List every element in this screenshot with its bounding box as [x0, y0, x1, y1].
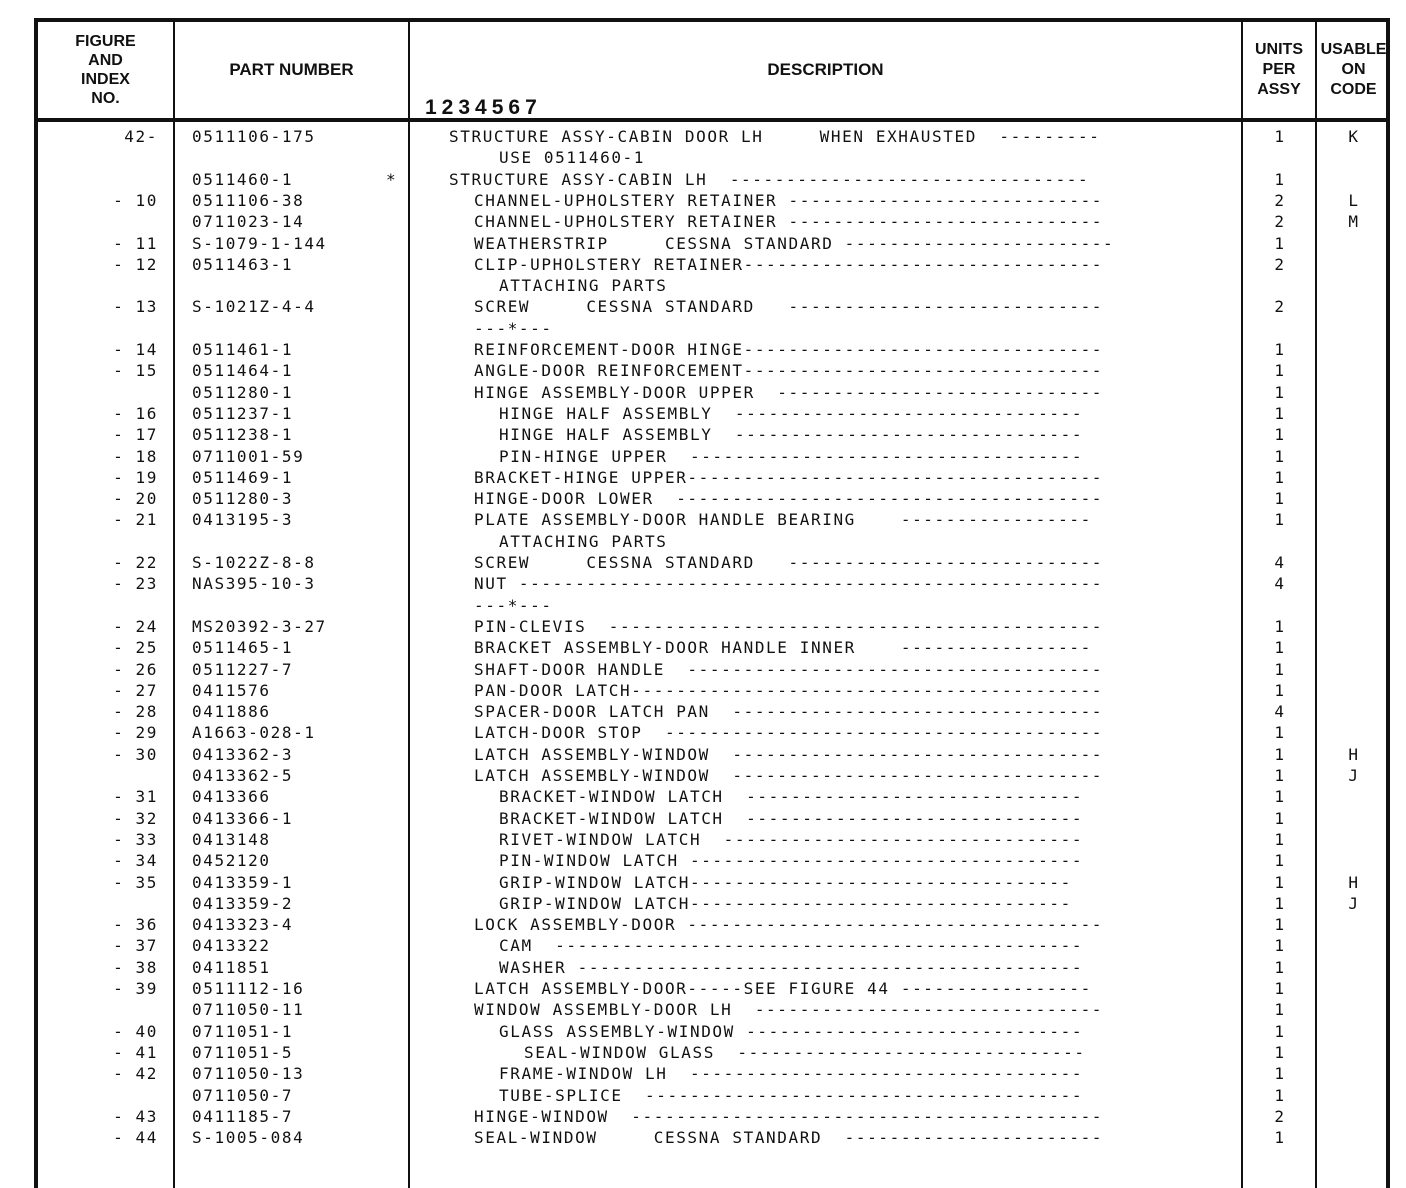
units-cell: 1	[1274, 169, 1286, 189]
description-cell: SEAL-WINDOW CESSNA STANDARD -----------------------	[474, 1128, 1104, 1148]
part-number-cell: 0711050-13	[192, 1064, 305, 1084]
units-cell: 1	[1274, 1000, 1286, 1020]
units-cell: 1	[1274, 425, 1286, 445]
units-cell: 1	[1274, 872, 1286, 892]
table-row	[38, 446, 1386, 467]
figure-index-cell: - 29	[113, 723, 158, 743]
part-number-cell: 0711051-1	[192, 1021, 294, 1041]
table-row	[38, 275, 1386, 296]
part-number-cell: 0511238-1	[192, 425, 294, 445]
part-number-cell: 0511237-1	[192, 403, 294, 423]
units-cell: 1	[1274, 1064, 1286, 1084]
units-cell: 1	[1274, 744, 1286, 764]
units-cell: 1	[1274, 829, 1286, 849]
part-number-cell: 0413195-3	[192, 510, 294, 530]
description-cell: WEATHERSTRIP CESSNA STANDARD ------------------------	[474, 233, 1115, 253]
units-cell: 1	[1274, 1085, 1286, 1105]
units-cell: 1	[1274, 957, 1286, 977]
part-number-cell: 0511280-1	[192, 382, 294, 402]
units-cell: 1	[1274, 680, 1286, 700]
units-cell: 1	[1274, 127, 1286, 146]
part-number-cell: 0511464-1	[192, 361, 294, 381]
part-number-cell: 0711051-5	[192, 1042, 294, 1062]
units-cell: 1	[1274, 936, 1286, 956]
asterisk-marker: *	[386, 169, 398, 189]
header-units-line: UNITS	[1255, 41, 1303, 58]
table-row	[38, 147, 1386, 168]
table-row	[38, 659, 1386, 680]
header-usable-line: ON	[1341, 61, 1366, 78]
header-indent-numbers: 1234567	[425, 96, 542, 119]
part-number-cell: S-1021Z-4-4	[192, 297, 316, 317]
description-cell: HINGE HALF ASSEMBLY -------------------------------	[499, 425, 1084, 445]
table-row	[38, 722, 1386, 743]
part-number-cell: 0711023-14	[192, 212, 305, 232]
description-cell: ANGLE-DOOR REINFORCEMENT--------------------------------	[474, 361, 1104, 381]
figure-index-cell: - 11	[113, 233, 158, 253]
description-cell: ATTACHING PARTS	[499, 531, 668, 551]
description-cell: CHANNEL-UPHOLSTERY RETAINER ----------------------------	[474, 212, 1104, 232]
table-row	[38, 680, 1386, 701]
table-row	[38, 190, 1386, 211]
header-figure-line: INDEX	[81, 71, 130, 88]
figure-index-cell: - 30	[113, 744, 158, 764]
part-number-cell: 0511280-3	[192, 489, 294, 509]
figure-index-cell: - 44	[113, 1128, 158, 1148]
table-row	[38, 765, 1386, 786]
part-number-cell: 0413366	[192, 787, 271, 807]
figure-index-cell: - 21	[113, 510, 158, 530]
header-units-line: PER	[1262, 61, 1296, 78]
usable-code-cell: J	[1348, 766, 1360, 785]
table-row	[38, 935, 1386, 956]
figure-index-cell: - 14	[113, 340, 158, 359]
table-row	[38, 382, 1386, 403]
description-cell: SEAL-WINDOW GLASS -------------------------------	[524, 1042, 1086, 1062]
figure-index-cell: - 28	[113, 702, 158, 722]
figure-index-cell: - 23	[113, 574, 158, 594]
part-number-cell: 0511463-1	[192, 254, 294, 274]
table-row	[38, 169, 1386, 190]
part-number-cell: 0711050-11	[192, 1000, 305, 1020]
description-cell: CHANNEL-UPHOLSTERY RETAINER ----------------------------	[474, 190, 1104, 210]
table-row	[38, 978, 1386, 999]
units-cell: 4	[1274, 574, 1286, 594]
header-usable-on-code	[1317, 22, 1390, 118]
description-cell: TUBE-SPLICE ---------------------------------------	[499, 1085, 1084, 1105]
table-row	[38, 424, 1386, 445]
part-number-cell: 0411185-7	[192, 1106, 294, 1126]
units-cell: 1	[1274, 1042, 1286, 1062]
description-cell: LATCH ASSEMBLY-WINDOW ---------------------------------	[474, 744, 1104, 764]
table-row	[38, 1063, 1386, 1084]
usable-code-cell: L	[1348, 190, 1360, 210]
part-number-cell: 0711001-59	[192, 446, 305, 466]
table-row	[38, 1085, 1386, 1106]
description-cell: WASHER ---------------------------------------------	[499, 957, 1084, 977]
description-cell: NUT ----------------------------------------------------	[474, 574, 1104, 594]
table-row	[38, 360, 1386, 381]
description-cell: REINFORCEMENT-DOOR HINGE--------------------------------	[474, 340, 1104, 359]
figure-index-cell: 42-	[124, 127, 158, 146]
figure-index-cell: - 15	[113, 361, 158, 381]
part-number-cell: 0413323-4	[192, 915, 294, 935]
table-row	[38, 573, 1386, 594]
header-figure-line: FIGURE	[75, 33, 136, 50]
part-number-cell: S-1022Z-8-8	[192, 553, 316, 572]
header-units-line: ASSY	[1257, 81, 1301, 98]
table-row	[38, 254, 1386, 275]
description-cell: USE 0511460-1	[499, 148, 646, 168]
table-row	[38, 552, 1386, 573]
table-row	[38, 999, 1386, 1020]
figure-index-cell: - 20	[113, 489, 158, 509]
table-row	[38, 701, 1386, 722]
figure-index-cell: - 37	[113, 936, 158, 956]
figure-index-cell: - 24	[113, 616, 158, 636]
description-cell: HINGE-DOOR LOWER --------------------------------------	[474, 489, 1104, 509]
units-cell: 2	[1274, 190, 1286, 210]
part-number-cell: 0511460-1	[192, 169, 294, 189]
table-row	[38, 786, 1386, 807]
description-cell: GLASS ASSEMBLY-WINDOW ------------------------------	[499, 1021, 1084, 1041]
figure-index-cell: - 34	[113, 851, 158, 871]
description-cell: RIVET-WINDOW LATCH --------------------------------	[499, 829, 1084, 849]
usable-code-cell: M	[1348, 212, 1360, 232]
table-row	[38, 829, 1386, 850]
table-row	[38, 914, 1386, 935]
units-cell: 1	[1274, 403, 1286, 423]
description-cell: BRACKET-WINDOW LATCH ------------------------------	[499, 808, 1084, 828]
part-number-cell: S-1079-1-144	[192, 233, 327, 253]
figure-index-cell: - 12	[113, 254, 158, 274]
part-number-cell: 0413362-3	[192, 744, 294, 764]
description-cell: HINGE HALF ASSEMBLY -------------------------------	[499, 403, 1084, 423]
description-cell: BRACKET-WINDOW LATCH ------------------------------	[499, 787, 1084, 807]
units-cell: 1	[1274, 489, 1286, 509]
units-cell: 1	[1274, 979, 1286, 998]
units-cell: 1	[1274, 638, 1286, 658]
header-figure-index	[38, 22, 173, 118]
figure-index-cell: - 42	[113, 1064, 158, 1084]
description-cell: WINDOW ASSEMBLY-DOOR LH -------------------------------	[474, 1000, 1104, 1020]
part-number-cell: 0511106-175	[192, 127, 316, 146]
units-cell: 1	[1274, 766, 1286, 785]
part-number-cell: 0413148	[192, 829, 271, 849]
description-cell: CLIP-UPHOLSTERY RETAINER--------------------------------	[474, 254, 1104, 274]
description-cell: BRACKET ASSEMBLY-DOOR HANDLE INNER -----------------	[474, 638, 1092, 658]
table-row	[38, 1042, 1386, 1063]
part-number-cell: 0413322	[192, 936, 271, 956]
units-cell: 2	[1274, 254, 1286, 274]
header-divider	[38, 118, 1386, 122]
header-units-per-assy	[1243, 22, 1315, 118]
part-number-cell: 0413362-5	[192, 766, 294, 785]
units-cell: 2	[1274, 1106, 1286, 1126]
description-cell: HINGE-WINDOW ------------------------------------------	[474, 1106, 1104, 1126]
part-number-cell: 0413366-1	[192, 808, 294, 828]
units-cell: 1	[1274, 382, 1286, 402]
units-cell: 1	[1274, 893, 1286, 913]
table-row	[38, 637, 1386, 658]
description-cell: LOCK ASSEMBLY-DOOR -------------------------------------	[474, 915, 1104, 935]
figure-index-cell: - 31	[113, 787, 158, 807]
units-cell: 1	[1274, 361, 1286, 381]
table-row	[38, 850, 1386, 871]
figure-index-cell: - 40	[113, 1021, 158, 1041]
figure-index-cell: - 35	[113, 872, 158, 892]
table-row	[38, 339, 1386, 360]
units-cell: 4	[1274, 553, 1286, 572]
part-number-cell: 0411851	[192, 957, 271, 977]
units-cell: 1	[1274, 659, 1286, 679]
units-cell: 1	[1274, 1128, 1286, 1148]
table-row	[38, 1127, 1386, 1148]
table-row	[38, 872, 1386, 893]
table-row	[38, 403, 1386, 424]
description-cell: HINGE ASSEMBLY-DOOR UPPER -----------------------------	[474, 382, 1104, 402]
figure-index-cell: - 19	[113, 467, 158, 487]
figure-index-cell: - 16	[113, 403, 158, 423]
figure-index-cell: - 18	[113, 446, 158, 466]
header-figure-line: NO.	[91, 90, 120, 107]
part-number-cell: 0511461-1	[192, 340, 294, 359]
units-cell: 1	[1274, 616, 1286, 636]
table-row	[38, 893, 1386, 914]
figure-index-cell: - 41	[113, 1042, 158, 1062]
part-number-cell: 0411886	[192, 702, 271, 722]
description-cell: LATCH-DOOR STOP ---------------------------------------	[474, 723, 1104, 743]
table-row	[38, 595, 1386, 616]
header-usable-line: USABLE	[1320, 41, 1387, 58]
table-row	[38, 296, 1386, 317]
units-cell: 2	[1274, 297, 1286, 317]
part-number-cell: MS20392-3-27	[192, 616, 327, 636]
units-cell: 1	[1274, 851, 1286, 871]
description-cell: PIN-HINGE UPPER -----------------------------------	[499, 446, 1084, 466]
units-cell: 1	[1274, 723, 1286, 743]
header-figure-line: AND	[88, 52, 123, 69]
description-cell: SCREW CESSNA STANDARD ----------------------------	[474, 553, 1104, 572]
part-number-cell: 0711050-7	[192, 1085, 294, 1105]
part-number-cell: NAS395-10-3	[192, 574, 316, 594]
description-cell: FRAME-WINDOW LH -----------------------------------	[499, 1064, 1084, 1084]
part-number-cell: A1663-028-1	[192, 723, 316, 743]
part-number-cell: 0511106-38	[192, 190, 305, 210]
description-cell: PIN-WINDOW LATCH -----------------------------------	[499, 851, 1084, 871]
units-cell: 1	[1274, 340, 1286, 359]
description-cell: ---*---	[474, 318, 553, 338]
description-cell: SPACER-DOOR LATCH PAN ---------------------------------	[474, 702, 1104, 722]
units-cell: 1	[1274, 915, 1286, 935]
description-cell: GRIP-WINDOW LATCH----------------------------------	[499, 872, 1072, 892]
part-number-cell: S-1005-084	[192, 1128, 305, 1148]
part-number-cell: 0511112-16	[192, 979, 305, 998]
description-cell: STRUCTURE ASSY-CABIN LH --------------------------------	[449, 169, 1090, 189]
header-part-number: PART NUMBER	[229, 60, 354, 79]
units-cell: 1	[1274, 510, 1286, 530]
table-row	[38, 211, 1386, 232]
part-number-cell: 0413359-1	[192, 872, 294, 892]
units-cell: 1	[1274, 808, 1286, 828]
figure-index-cell: - 38	[113, 957, 158, 977]
figure-index-cell: - 25	[113, 638, 158, 658]
table-row	[38, 808, 1386, 829]
description-cell: CAM -----------------------------------------------	[499, 936, 1084, 956]
table-row	[38, 126, 1386, 147]
header-usable-line: CODE	[1330, 81, 1377, 98]
figure-index-cell: - 32	[113, 808, 158, 828]
table-row	[38, 233, 1386, 254]
description-cell: GRIP-WINDOW LATCH----------------------------------	[499, 893, 1072, 913]
table-row	[38, 744, 1386, 765]
figure-index-cell: - 10	[113, 190, 158, 210]
part-number-cell: 0511469-1	[192, 467, 294, 487]
units-cell: 1	[1274, 233, 1286, 253]
figure-index-cell: - 33	[113, 829, 158, 849]
description-cell: SCREW CESSNA STANDARD ----------------------------	[474, 297, 1104, 317]
description-cell: SHAFT-DOOR HANDLE -------------------------------------	[474, 659, 1104, 679]
description-cell: BRACKET-HINGE UPPER-------------------------------------	[474, 467, 1104, 487]
units-cell: 4	[1274, 702, 1286, 722]
part-number-cell: 0411576	[192, 680, 271, 700]
table-row	[38, 531, 1386, 552]
part-number-cell: 0511227-7	[192, 659, 294, 679]
table-row	[38, 467, 1386, 488]
part-number-cell: 0452120	[192, 851, 271, 871]
figure-index-cell: - 43	[113, 1106, 158, 1126]
table-row	[38, 318, 1386, 339]
figure-index-cell: - 39	[113, 979, 158, 998]
part-number-cell: 0511465-1	[192, 638, 294, 658]
description-cell: LATCH ASSEMBLY-DOOR-----SEE FIGURE 44 -----------------	[474, 979, 1092, 998]
figure-index-cell: - 36	[113, 915, 158, 935]
description-cell: PLATE ASSEMBLY-DOOR HANDLE BEARING -----------------	[474, 510, 1092, 530]
table-row	[38, 616, 1386, 637]
parts-list-table	[34, 18, 1390, 1188]
figure-index-cell: - 27	[113, 680, 158, 700]
description-cell: LATCH ASSEMBLY-WINDOW ---------------------------------	[474, 766, 1104, 785]
description-cell: ATTACHING PARTS	[499, 276, 668, 296]
table-row	[38, 1021, 1386, 1042]
table-row	[38, 488, 1386, 509]
table-row	[38, 957, 1386, 978]
figure-index-cell: - 26	[113, 659, 158, 679]
header-description: DESCRIPTION	[767, 60, 884, 79]
table-row	[38, 509, 1386, 530]
units-cell: 1	[1274, 446, 1286, 466]
usable-code-cell: J	[1348, 893, 1360, 913]
units-cell: 2	[1274, 212, 1286, 232]
usable-code-cell: K	[1348, 127, 1360, 146]
figure-index-cell: - 13	[113, 297, 158, 317]
units-cell: 1	[1274, 1021, 1286, 1041]
units-cell: 1	[1274, 467, 1286, 487]
usable-code-cell: H	[1348, 872, 1360, 892]
part-number-cell: 0413359-2	[192, 893, 294, 913]
figure-index-cell: - 17	[113, 425, 158, 445]
description-cell: PAN-DOOR LATCH------------------------------------------	[474, 680, 1104, 700]
table-row	[38, 1106, 1386, 1127]
description-cell: PIN-CLEVIS --------------------------------------------	[474, 616, 1104, 636]
figure-index-cell: - 22	[113, 553, 158, 572]
units-cell: 1	[1274, 787, 1286, 807]
description-cell: STRUCTURE ASSY-CABIN DOOR LH WHEN EXHAUSTED ---------	[449, 127, 1101, 146]
description-cell: ---*---	[474, 595, 553, 615]
usable-code-cell: H	[1348, 744, 1360, 764]
